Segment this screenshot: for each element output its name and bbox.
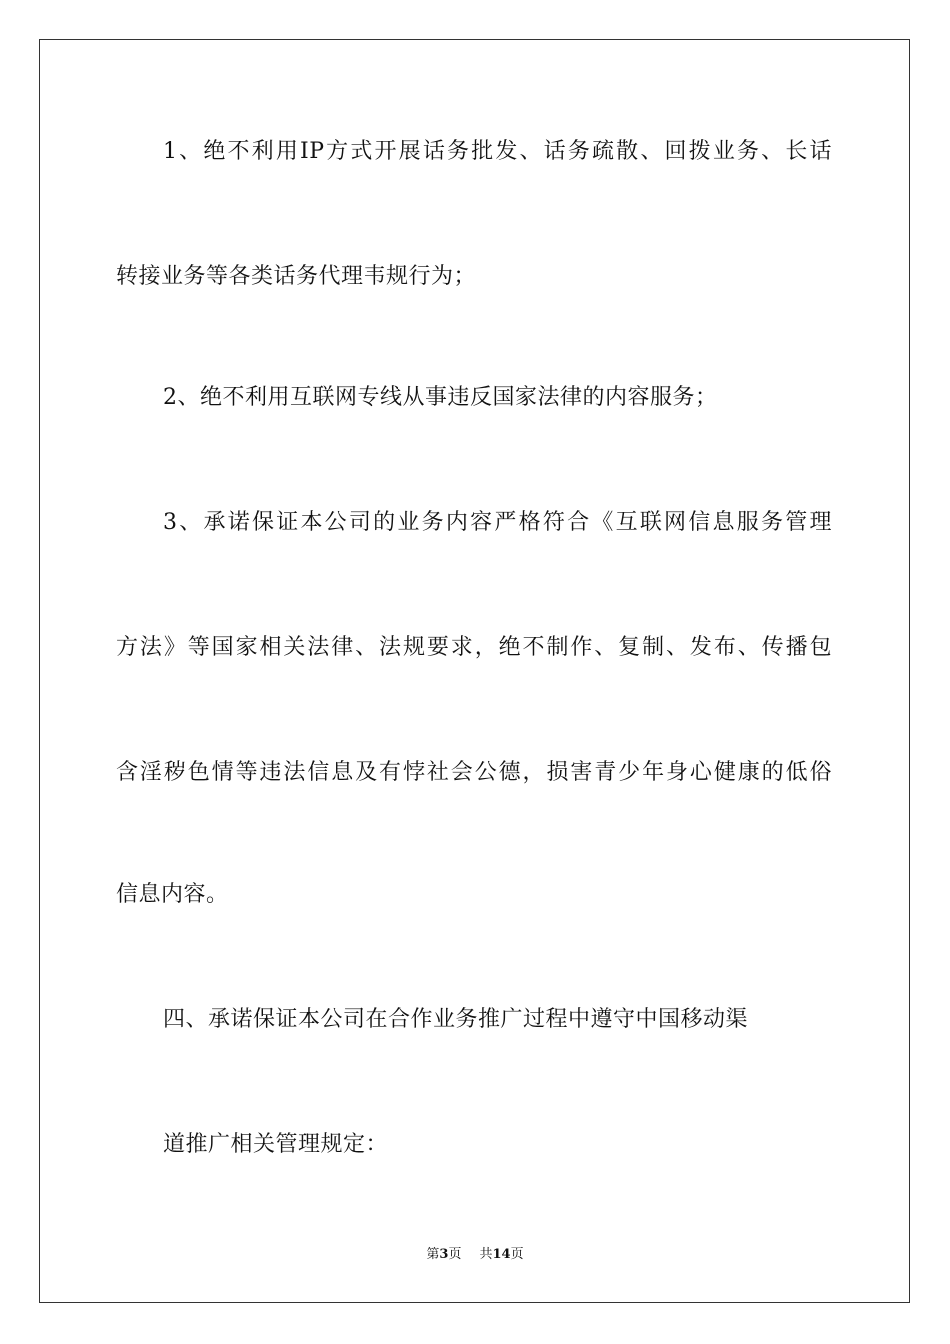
footer-total-prefix: 共 (479, 1247, 493, 1262)
paragraph-3-line-4: 信息内容。 (116, 882, 229, 907)
footer-total-number: 14 (492, 1247, 511, 1262)
footer-page-number: 3 (439, 1247, 449, 1262)
paragraph-1-line-1: 1、绝不利用IP方式开展话务批发、话务疏散、回拨业务、长话 (163, 139, 832, 164)
footer-total-suffix: 页 (510, 1247, 524, 1262)
page-footer (0, 1246, 950, 1264)
paragraph-3-line-3: 含淫秽色情等违法信息及有悖社会公德，损害青少年身心健康的低俗 (116, 760, 832, 785)
paragraph-3-line-1: 3、承诺保证本公司的业务内容严格符合《互联网信息服务管理 (163, 510, 832, 535)
footer-page-suffix: 页 (448, 1247, 462, 1262)
paragraph-2-line-1: 2、绝不利用互联网专线从事违反国家法律的内容服务； (163, 385, 718, 410)
footer-page-prefix: 第 (426, 1247, 440, 1262)
paragraph-1-line-2: 转接业务等各类话务代理韦规行为； (116, 264, 477, 289)
page-border (39, 39, 910, 1303)
paragraph-4-line-1: 四、承诺保证本公司在合作业务推广过程中遵守中国移动渠 (163, 1007, 749, 1032)
paragraph-3-line-2: 方法》等国家相关法律、法规要求，绝不制作、复制、发布、传播包 (116, 635, 832, 660)
paragraph-4-line-2: 道推广相关管理规定： (163, 1132, 389, 1157)
